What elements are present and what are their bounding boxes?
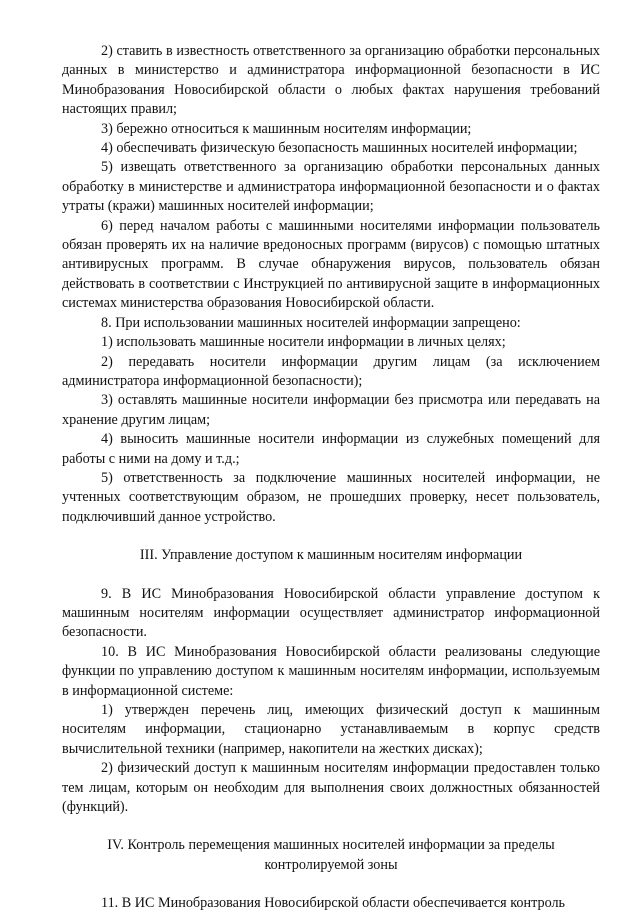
section-spacer (62, 875, 600, 894)
section-spacer (62, 527, 600, 546)
section-spacer (62, 566, 600, 585)
paragraph-function-1: 1) утвержден перечень лиц, имеющих физический доступ к машинным носителям информации, стационарно устанавливаемым в корпус средств вычислительной техники (например, накопители на жестких дисках); (62, 702, 600, 757)
section-spacer (62, 817, 600, 836)
paragraph-prohibition-5: 5) ответственность за подключение машинных носителей информации, не учтенных соответствующим образом, не прошедших проверку, несет пользователь, подключивший данное устройство. (62, 469, 600, 525)
paragraph-clause-9: 9. В ИС Минобразования Новосибирской области управление доступом к машинным носителям информации осуществляет администратор информационной безопасности. (62, 585, 600, 641)
paragraph-prohibition-3: 3) оставлять машинные носители информации без присмотра или передавать на хранение другим лицам; (62, 392, 600, 428)
section-heading-4-line2: контролируемой зоны (264, 856, 398, 873)
section-heading-4 (62, 836, 600, 875)
section-heading-3: III. Управление доступом к машинным носителям информации (139, 547, 523, 564)
paragraph-clause-8: 8. При использовании машинных носителей информации запрещено: (101, 314, 521, 331)
paragraph-item-2: 2) ставить в известность ответственного за организацию обработки персональных данных в министерство и администратора информационной безопасности в ИС Минобразования Новосибирской области о любых фактах нарушения требований настоящих правил; (62, 43, 600, 118)
section-heading-4-line1: IV. Контроль перемещения машинных носителей информации за пределы (107, 837, 555, 854)
paragraph-item-4: 4) обеспечивать физическую безопасность машинных носителей информации; (101, 140, 578, 157)
paragraph-function-2: 2) физический доступ к машинным носителям информации предоставлен только тем лицам, которым он необходим для выполнения своих должностных обязанностей (функций). (62, 760, 600, 816)
paragraph-prohibition-2: 2) передавать носители информации другим лицам (за исключением администратора информационной безопасности); (62, 353, 600, 389)
paragraph-clause-10: 10. В ИС Минобразования Новосибирской области реализованы следующие функции по управлению доступом к машинным носителям информации, используемым в информационной системе: (62, 643, 600, 699)
paragraph-item-3: 3) бережно относиться к машинным носителям информации; (101, 120, 472, 137)
paragraph-clause-11: 11. В ИС Минобразования Новосибирской области обеспечивается контроль (101, 895, 566, 912)
paragraph-prohibition-4: 4) выносить машинные носители информации из служебных помещений для работы с ними на дому и т.д.; (62, 431, 600, 467)
paragraph-item-5: 5) извещать ответственного за организацию обработки персональных данных обработку в министерстве и администратора информационной безопасности и о фактах утраты (кражи) машинных носителей информации; (62, 159, 600, 215)
paragraph-item-6: 6) перед началом работы с машинными носителями информации пользователь обязан проверять их на наличие вредоносных программ (вирусов) с помощью штатных антивирусных программ. В случае обнаружения вирусов, пользователь обязан действовать в соответствии с Инструкцией по антивирусной защите в информационных системах министерства образования Новосибирской области. (62, 217, 600, 312)
paragraph-prohibition-1: 1) использовать машинные носители информации в личных целях; (101, 334, 506, 351)
